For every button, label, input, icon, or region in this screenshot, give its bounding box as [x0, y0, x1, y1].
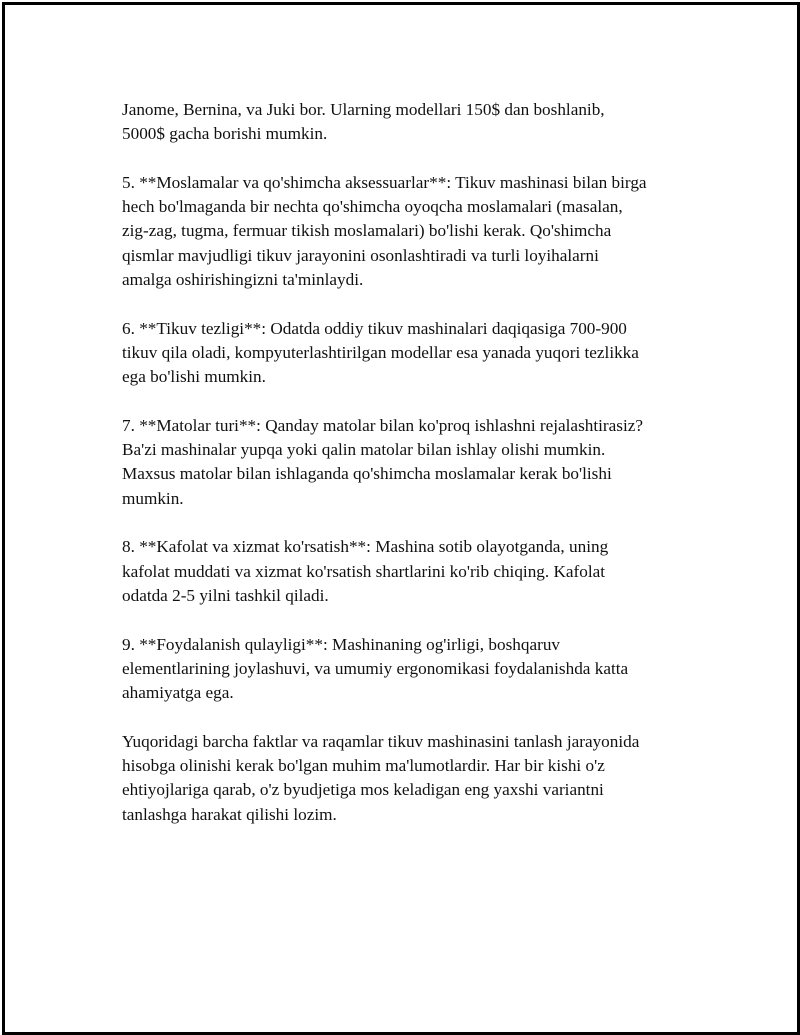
paragraph-brands-price: Janome, Bernina, va Juki bor. Ularning modellari 150$ dan boshlanib, 5000$ gacha borishi mumkin.: [122, 100, 605, 144]
paragraph-fabric-types: 7. **Matolar turi**: Qanday matolar bilan ko'proq ishlashni rejalashtirasiz? Ba'zi mashinalar yupqa yoki qalin matolar bilan ishlay olishi mumkin. Maxsus matolar bilan ishlaganda qo'shimcha moslamalar kerak bo'lishi mumkin.: [122, 415, 643, 508]
paragraph-conclusion: Yuqoridagi barcha faktlar va raqamlar tikuv mashinasini tanlash jarayonida hisobga olinishi kerak bo'lgan muhim ma'lumotlardir. Har bir kishi o'z ehtiyojlariga qarab, o'z byudjetiga mos keladigan eng yaxshi variantni tanlashga harakat qilishi lozim.: [122, 731, 640, 824]
paragraph-accessories: 5. **Moslamalar va qo'shimcha aksessuarlar**: Tikuv mashinasi bilan birga hech bo'lmaganda bir nechta qo'shimcha oyoqcha moslamalari (masalan, zig-zag, tugma, fermuar tikish moslamalari) bo'lishi kerak. Qo'shimcha qismlar mavjudligi tikuv jarayonini osonlashtiradi va turli loyihalarni amalga oshirishingizni ta'minlaydi.: [122, 172, 647, 290]
page-frame: [2, 2, 800, 1035]
paragraph-warranty-service: 8. **Kafolat va xizmat ko'rsatish**: Mashina sotib olayotganda, uning kafolat muddati va xizmat ko'rsatish shartlarini ko'rib chiqing. Kafolat odatda 2-5 yilni tashkil qiladi.: [122, 537, 609, 605]
paragraph-sewing-speed: 6. **Tikuv tezligi**: Odatda oddiy tikuv mashinalari daqiqasiga 700-900 tikuv qila oladi, kompyuterlashtirilgan modellar esa yanada yuqori tezlikka ega bo'lishi mumkin.: [122, 318, 639, 387]
document-body: [122, 98, 702, 827]
paragraph-ease-of-use: 9. **Foydalanish qulayligi**: Mashinaning og'irligi, boshqaruv elementlarining joylashuvi, va umumiy ergonomikasi foydalanishda katta ahamiyatga ega.: [122, 634, 629, 703]
